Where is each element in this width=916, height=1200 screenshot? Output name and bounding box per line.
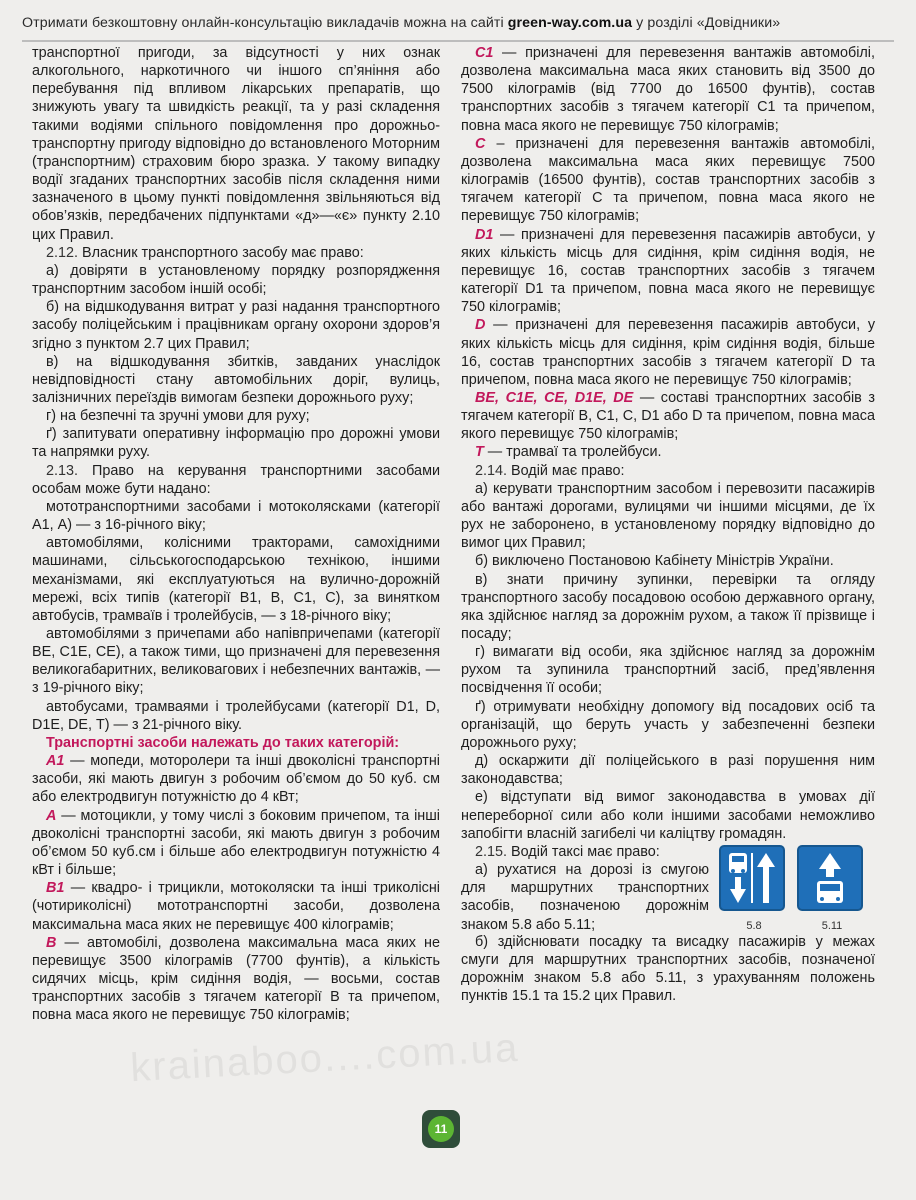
section-2-15-with-signs [461, 843, 875, 933]
list-item: автомобілями, колісними тракторами, самохідними машинами, сільськогосподарською технікою, іншими механізмами, які експлуатуються на вулично-дорожній мережі, всіх типів (категорії В1, В, С1, С), за винятком автобусів, трамваїв і тролейбусів, — з 18-річного віку; [32, 535, 440, 624]
list-item: д) оскаржити дії поліцейського в разі порушення ним законодавства; [461, 753, 875, 788]
sign-label: 5.8 [746, 919, 762, 932]
list-item: в) на відшкодування збитків, завданих унаслідок невідповідності стану автомобільних доріг, вулиць, залізничних переїздів вимогам безпеки дорожнього руху; [32, 353, 440, 406]
category-item: D — призначені для перевезення пасажирів автобуси, у яких кількість місць для сидіння, крім сидіння водія, більше 16, состав транспортних засобів з тягачем категорії D та причепом, повна маса якого не перевищує 750 кілограмів; [461, 317, 876, 388]
bus-lane-sign-icon [719, 845, 785, 932]
list-item: г) вимагати від особи, яка здійснює нагляд за дорожнім рухом та зупинила транспортний засіб, пред’явлення посвідчення її особи; [461, 644, 876, 697]
sign-label: 5.11 [821, 919, 843, 932]
list-item: а) керувати транспортним засобом і перевозити пасажирів або вантажі дорогами, вулицями чи іншими місцями, де їх рух не заборонено, в установленому порядку відповідно до вимог цих Правил; [461, 480, 875, 552]
page-number-badge [422, 1110, 460, 1148]
categories-heading: Транспортні засоби належать до таких категорій: [46, 734, 400, 751]
category-item: ВЕ, С1Е, СЕ, D1E, DE — составі транспортних засобів з тягачем категорії В, С1, С, D1 або D та причепом, повна маса якого перевищує 750 кілограмів; [461, 389, 876, 443]
list-item: мототранспортними засобами і мотоколясками (категорії А1, А) — з 16-річного віку; [32, 498, 440, 534]
category-item: А1 — мопеди, моторолери та інші двоколісні транспортні засоби, які мають двигун з робочим об’ємом до 50 куб. см або електродвигун потужністю до 4 кВт; [32, 753, 440, 806]
bus-road-sign-icon [797, 845, 863, 932]
category-item: D1 — призначені для перевезення пасажирів автобуси, у яких кількість місць для сидіння, крім сидіння водія, не перевищує 16, состав транспортних засобів з тягачем категорії D1 та причепом, повна маса якого не перевищує 750 кілограмів; [461, 226, 875, 316]
list-item: г) на безпечні та зручні умови для руху; [46, 408, 310, 425]
right-column [461, 44, 875, 1006]
header-section: у розділі «Довідники» [636, 15, 781, 31]
category-item: С1 — призначені для перевезення вантажів автомобілі, дозволена максимальна маса яких становить від 3500 до 7500 кілограмів (від 7700 до 16500 фунтів), состав транспортних засобів з тягачем категорії С1 та причепом, повна маса якого не перевищує 750 кілограмів; [461, 45, 876, 134]
list-item: ґ) запитувати оперативну інформацію про дорожні умови та напрямки руху. [32, 426, 441, 461]
page-header [22, 10, 894, 42]
header-text: Отримати безкоштовну онлайн-консультацію викладачів можна на сайті [22, 15, 504, 31]
list-item: автобусами, трамваями і тролейбусами (категорії D1, D, D1E, DE, Т) — з 21-річного віку. [32, 698, 440, 733]
left-column [32, 44, 440, 1024]
list-item: ґ) отримувати необхідну допомогу від посадових осіб та організацій, що беруть участь у забезпеченні безпеки дорожнього руху; [461, 698, 875, 751]
watermark: krainaboo....com.ua [129, 1025, 521, 1091]
list-item: б) на відшкодування витрат у разі надання транспортного засобу поліцейським і працівникам органу охорони здоров’я згідно з пунктом 2.7 цих Правил; [32, 299, 441, 352]
list-item: в) знати причину зупинки, перевірки та огляду транспортного засобу посадовою особою державного органу, яка здійснює нагляд за дорожнім рухом, а також її прізвище і посаду; [461, 571, 875, 642]
continuation-paragraph: транспортної пригоди, за відсутності у них ознак алкогольного, наркотичного чи іншого сп’яніння або перебування під впливом лікарських препаратів, що знижують увагу та швидкість реакції, та у разі складення такими водіями спільного повідомлення про дорожньо-транспортну пригоду відповідно до встановленого Моторним (транспортним) страховим бюро зразка. У такому випадку водії згаданих транспортних засобів після складення ними зазначеного в цьому пункті повідомлення звільняються від обов’язків, передбачених підпунктами «д»—«є» пункту 2.10 цих Правил. [32, 45, 440, 243]
road-signs [719, 845, 865, 932]
list-item: а) довіряти в установленому порядку розпорядження транспортним засобом іншій особі; [32, 262, 440, 298]
list-item: б) здійснювати посадку та висадку пасажирів у межах смуги для маршрутних транспортних засобів, позначеної дорожнім знаком 5.8 або 5.11, з урахуванням положень пунктів 15.1 та 15.2 цих Правил. [461, 933, 876, 1005]
section-2-14-title: 2.14. Водій має право: [475, 462, 625, 479]
category-item: В — автомобілі, дозволена максимальна маса яких не перевищує 3500 кілограмів (7700 фунтів), а кількість сидячих місць, крім сидіння водія, — восьми, состав транспортних засобів з тягачем категорії В та причепом, повна маса якого не перевищує 750 кілограмів; [32, 934, 441, 1024]
section-2-13-title: 2.13. Право на керування транспортними засобами особам може бути надано: [32, 462, 440, 497]
list-item: автомобілями з причепами або напівпричепами (категорії ВЕ, С1Е, СЕ), а також тими, що призначені для перевезення великогабаритних, великовагових і небезпечних вантажів, — з 19-річного віку; [32, 626, 440, 697]
category-item: С – призначені для перевезення вантажів автомобілі, дозволена максимальна маса яких перевищує 7500 кілограмів (16500 фунтів), состав транспортних засобів з тягачем категорії С та причепом, повна маса якого не перевищує 750 кілограмів; [461, 135, 876, 225]
list-item: б) виключено Постановою Кабінету Міністрів України. [475, 553, 834, 570]
category-item: В1 — квадро- і трицикли, мотоколяски та інші триколісні (чотириколісні) мототранспортні засоби, дозволена максимальна маса яких не перевищує 400 кілограмів; [32, 880, 441, 933]
category-item: Т — трамваї та тролейбуси. [475, 444, 662, 461]
page-number: 11 [428, 1116, 454, 1142]
header-site-link[interactable]: green-way.com.ua [507, 15, 633, 31]
category-item: А — мотоцикли, у тому числі з боковим причепом, та інші двоколісні транспортні засоби, які мають двигун з робочим об’ємом 50 куб.см і більше або електродвигун потужністю 4 кВт і більше; [32, 807, 440, 879]
section-2-15-title: 2.15. Водій таксі має право: [475, 843, 660, 860]
section-2-12-title: 2.12. Власник транспортного засобу має право: [46, 244, 364, 261]
list-item: а) рухатися на дорозі із смугою для маршрутних транспортних засобів, позначеною дорожнім знаком 5.8 або 5.11; [461, 862, 709, 933]
list-item: е) відступати від вимог законодавства в умовах дії непереборної сили або коли іншими засобами неможливо запобігти власній загибелі чи каліцтву громадян. [461, 789, 875, 842]
